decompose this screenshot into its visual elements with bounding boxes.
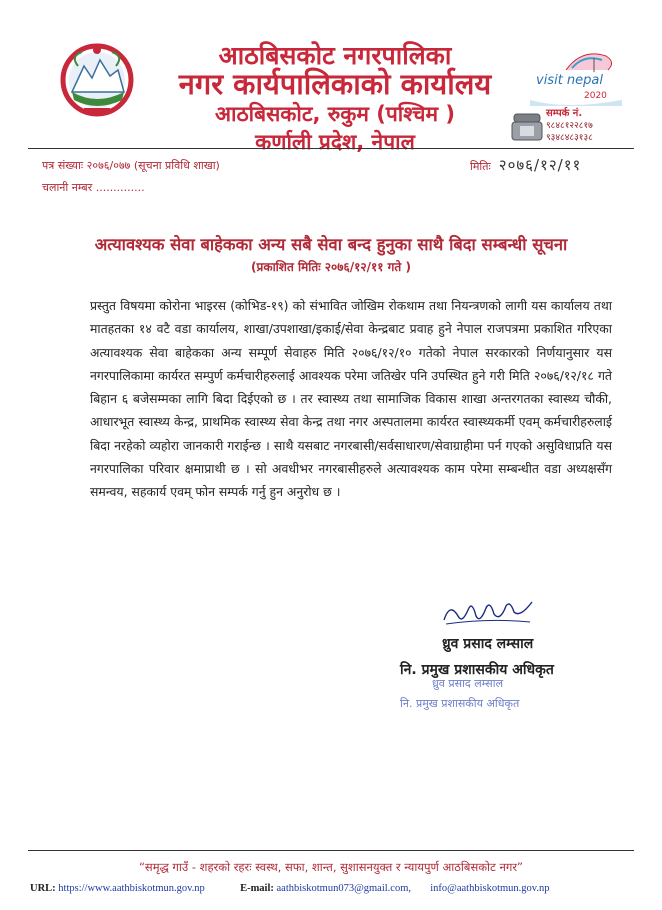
nepal-emblem-icon <box>58 40 136 118</box>
visit-nepal-year: 2020 <box>584 91 607 101</box>
email-link-2[interactable]: info@aathbiskotmun.gov.np <box>430 883 550 894</box>
footer-divider <box>28 850 634 851</box>
email-link-1[interactable]: aathbiskotmun073@gmail.com, <box>276 883 412 894</box>
date-value: २०७६/१२/११ <box>498 156 582 174</box>
signature-scribble <box>440 596 536 626</box>
stamp-title: नि. प्रमुख प्रशासकीय अधिकृत <box>400 697 520 710</box>
notice-title: अत्यावश्यक सेवा बाहेकका अन्य सबै सेवा बन्द हुनुका साथै बिदा सम्बन्धी सूचना <box>94 235 568 254</box>
visit-nepal-text: visit nepal <box>536 73 603 88</box>
email-label: E-mail: <box>240 883 274 894</box>
notice-body: प्रस्तुत विषयमा कोरोना भाइरस (कोभिड-१९) को संभावित जोखिम रोकथाम तथा नियन्त्रणको लागी यस कार्यालय तथा मातहतका १४ वटै वडा कार्यालय, शाखा/उपशाखा/इकाई/सेवा केन्द्रबाट प्रवाह हुने नेपाल राजपत्रमा प्रकाशित गरिएका अत्यावश्यक सेवा बाहेकका अन्य सम्पूर्ण सेवाहरु मिति २०७६/१२/१० गतेको नेपाल सरकारको निर्णयानुसार यस नगरपालिकामा कार्यरत सम्पुर्ण कर्मचारीहरुलाई आवश्यक परेमा जतिखेर पनि उपस्थित हुने गरी मिति २०७६/१२/१८ गते बिहान ६ बजेसम्मका लागि बिदा दिईएको छ । तर स्वास्थ्य तथा सामाजिक विकास शाखा अन्तरगतका स्वास्थ्य चौकी, आधारभूत स्वास्थ्य केन्द्र, प्राथमिक स्वास्थ्य सेवा केन्द्र तथा नगर अस्पतालमा कार्यरत स्वास्थ्यकर्मी एवम् कर्मचारीहरुलाई बिदा नरहेको व्यहोरा जानकारी गराईन्छ । साथै यसबाट नगरबासी/सर्वसाधारण/सेवाग्राहीमा पर्न गएको असुविधाप्रति यस नगरपालिका परिवार क्षमाप्राथी छ । सो अवधीभर नगरबासीहरुले अत्यावश्यक काम परेमा सम्बन्धीत वडा अध्यक्षसँग समन्वय, सहकार्य एवम् फोन सम्पर्क गर्नु हुन अनुरोध छ । <box>90 298 612 500</box>
phone-number-1: ९८४८१२२८१७ <box>546 121 593 131</box>
visit-nepal-logo <box>526 40 626 108</box>
footer-motto: “समृद्ध गाउँ - शहरको रहरः स्वस्थ, सफा, शान्त, सुशासनयुक्त र न्यायपुर्ण आठबिसकोट नगर” <box>138 860 524 874</box>
contact-numbers <box>546 108 593 144</box>
signatory-name: ध्रुव प्रसाद लम्साल <box>442 636 534 652</box>
dispatch-value: .............. <box>95 181 145 194</box>
url-label: URL: <box>30 883 56 894</box>
telephone-icon <box>510 112 544 142</box>
letterhead-province: कर्णाली प्रदेश, नेपाल <box>255 130 415 154</box>
letterhead-office: नगर कार्यपालिकाको कार्यालय <box>178 67 492 101</box>
letterhead-location: आठबिसकोट, रुकुम (पश्चिम ) <box>215 102 455 126</box>
reference-number <box>42 158 220 173</box>
published-date: (प्रकाशित मितिः २०७६/१२/११ गते ) <box>251 260 411 274</box>
signatory-title: नि. प्रमुख प्रशासकीय अधिकृत <box>400 662 554 678</box>
letterhead-municipality: आठबिसकोट नगरपालिका <box>218 41 452 70</box>
dispatch-label: चलानी नम्बर <box>42 181 93 194</box>
phone-number-2: ९३४८४८३१३८ <box>546 133 593 143</box>
stamp-name: ध्रुव प्रसाद लम्साल <box>432 677 504 690</box>
website-link[interactable]: https://www.aathbiskotmun.gov.np <box>58 883 205 894</box>
header-divider <box>28 148 634 149</box>
dispatch-number <box>42 180 145 195</box>
date-label: मितिः <box>470 160 491 173</box>
reference-value: २०७६/०७७ (सूचना प्रविधि शाखा) <box>86 159 220 172</box>
reference-label: पत्र संख्याः <box>42 159 84 172</box>
contact-label: सम्पर्क नं. <box>546 108 583 119</box>
footer-contacts <box>30 883 630 894</box>
letter-date <box>470 155 581 175</box>
